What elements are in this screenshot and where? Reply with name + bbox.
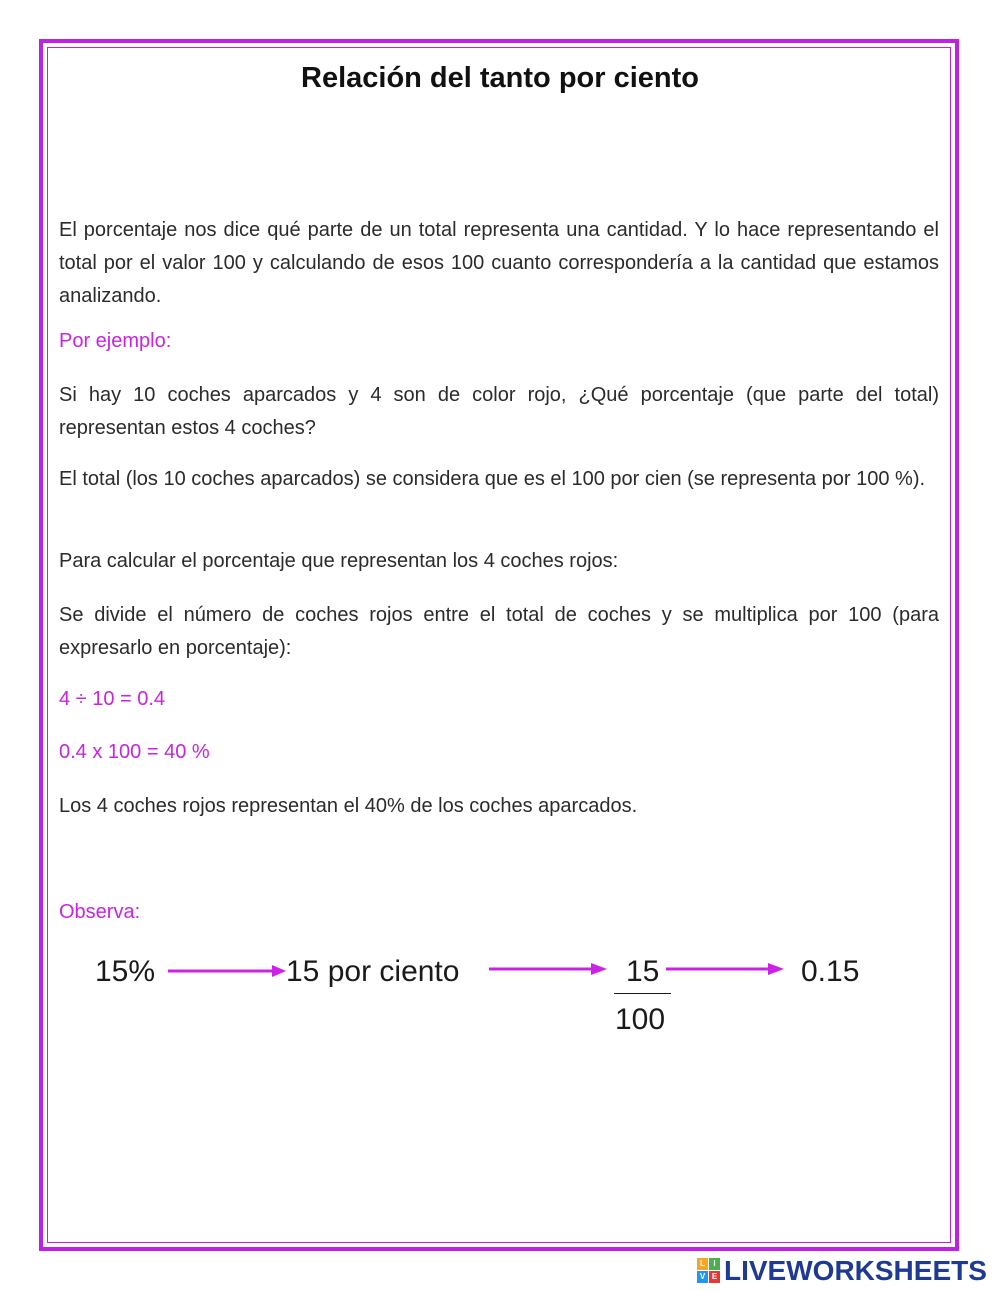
arrow-right-icon: [489, 960, 609, 978]
conclusion-paragraph: Los 4 coches rojos representan el 40% de los coches aparcados.: [59, 795, 638, 817]
observe-label: Observa:: [59, 901, 141, 923]
percent-value: 15%: [95, 955, 156, 988]
question-paragraph: Si hay 10 coches aparcados y 4 son de color rojo, ¿Qué porcentaje (que parte del total) representan estos 4 coches?: [59, 384, 939, 439]
liveworksheets-logo[interactable]: [697, 1256, 987, 1286]
logo-text: LIVEWORKSHEETS: [724, 1255, 987, 1286]
step-division: 4 ÷ 10 = 0.4: [59, 688, 166, 710]
decimal-value: 0.15: [801, 955, 860, 988]
page-title: Relación del tanto por ciento: [301, 62, 699, 94]
total-paragraph: El total (los 10 coches aparcados) se considera que es el 100 por cien (se representa por 100 %).: [59, 468, 926, 490]
arrow-right-icon: [666, 960, 786, 978]
percent-words: 15 por ciento: [286, 955, 460, 988]
fraction-bar: [614, 993, 671, 994]
logo-badge-icon: L I V E: [697, 1258, 721, 1284]
arrow-right-icon: [168, 962, 288, 980]
intro-paragraph: El porcentaje nos dice qué parte de un total representa una cantidad. Y lo hace representando el total por el valor 100 y calculando de esos 100 cuanto correspondería a la cantidad que estamos analizando.: [59, 219, 939, 307]
calc-intro-paragraph: Para calcular el porcentaje que representan los 4 coches rojos:: [59, 550, 619, 572]
fraction-denominator: 100: [615, 1003, 666, 1036]
fraction-numerator: 15: [626, 955, 660, 988]
step-multiplication: 0.4 x 100 = 40 %: [59, 741, 210, 763]
example-label: Por ejemplo:: [59, 330, 172, 352]
method-paragraph: Se divide el número de coches rojos entre el total de coches y se multiplica por 100 (para expresarlo en porcentaje):: [59, 604, 939, 659]
